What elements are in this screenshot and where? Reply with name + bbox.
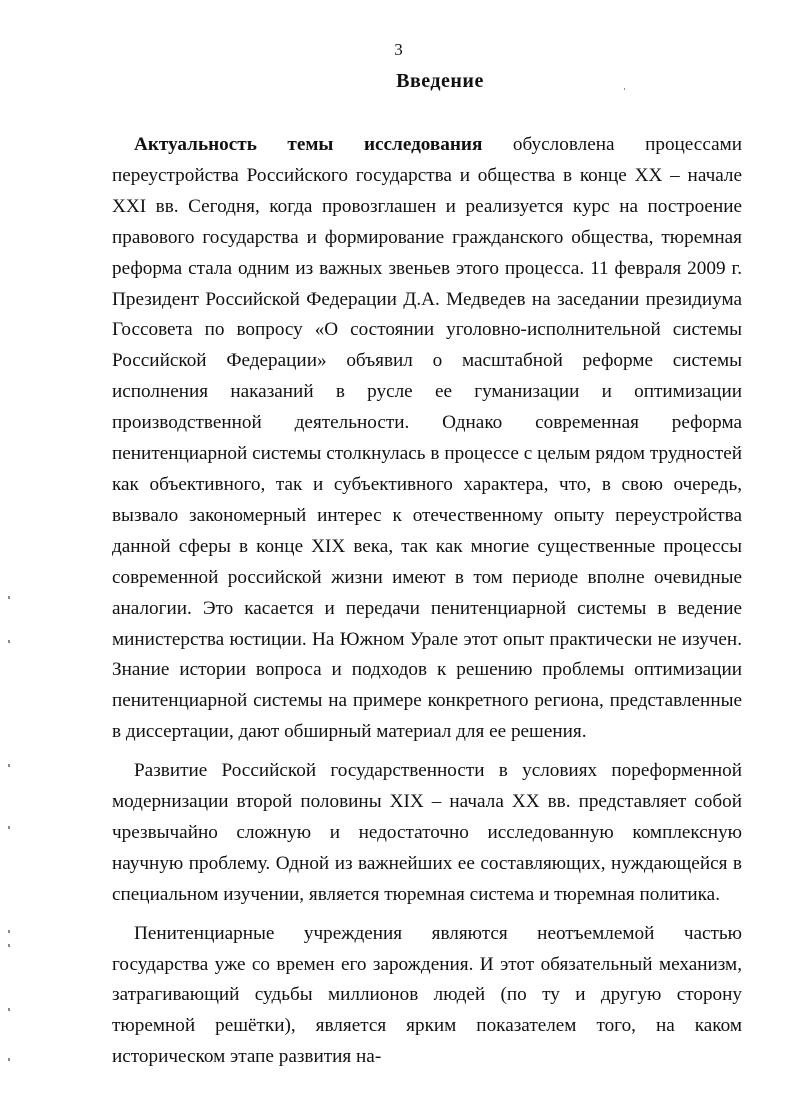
scan-speck <box>8 930 10 933</box>
paragraph-relevance <box>112 130 742 748</box>
paragraph-penitentiary <box>112 919 742 1074</box>
relevance-text: обусловлена процессами переустройства Российского государства и общества в конце XX – начале XXI вв. Сегодня, когда провозглашен и реализуется курс на построение правового государства и формирование гражданского общества, тюремная реформа стала одним из важных звеньев этого процесса. 11 февраля 2009 г. Президент Российской Федерации Д.А. Медведев на заседании президиума Госсовета по вопросу «О состоянии уголовно-исполнительной системы Российской Федерации» объявил о масштабной реформе системы исполнения наказаний в русле ее гуманизации и оптимизации производственной деятельности. Однако современная реформа пенитенциарной системы столкнулась в процессе с целым рядом трудностей как объективного, так и субъективного характера, что, в свою очередь, вызвало закономерный интерес к отечественному опыту переустройства данной сферы в конце XIX века, так как многие существенные процессы современной российской жизни имеют в том периоде вполне очевидные аналогии. Это касается и передачи пенитенциарной системы в ведение министерства юстиции. На Южном Урале этот опыт практически не изучен. Знание истории вопроса и подходов к решению проблемы оптимизации пенитенциарной системы на примере конкретного региона, представленные в диссертации, дают обширный материал для ее решения. <box>112 134 742 743</box>
relevance-lead: Актуальность темы исследования <box>134 134 483 155</box>
paragraph-statehood <box>112 756 742 911</box>
scan-speck <box>8 1008 10 1011</box>
scan-speck <box>8 640 10 643</box>
body-text <box>112 130 742 1073</box>
statehood-text: Развитие Российской государственности в условиях пореформенной модернизации второй половины XIX – начала XX вв. представляет собой чрезвычайно сложную и недостаточно исследованную комплексную научную проблему. Одной из важнейших ее составляющих, нуждающейся в специальном изучении, является тюремная система и тюремная политика. <box>112 760 742 905</box>
scan-speck <box>8 826 10 829</box>
scan-speck <box>8 764 10 767</box>
penitentiary-text: Пенитенциарные учреждения являются неотъемлемой частью государства уже со времен его зарождения. И этот обязательный механизм, затрагивающий судьбы миллионов людей (по ту и другую сторону тюремной решётки), является ярким показателем того, на каком историческом этапе развития на- <box>112 922 742 1068</box>
page-number: 3 <box>394 40 403 59</box>
page-title: Введение <box>396 70 484 92</box>
scan-speck <box>624 88 625 90</box>
scan-speck <box>8 1058 10 1061</box>
scan-speck <box>8 596 10 599</box>
scan-speck <box>8 944 10 947</box>
